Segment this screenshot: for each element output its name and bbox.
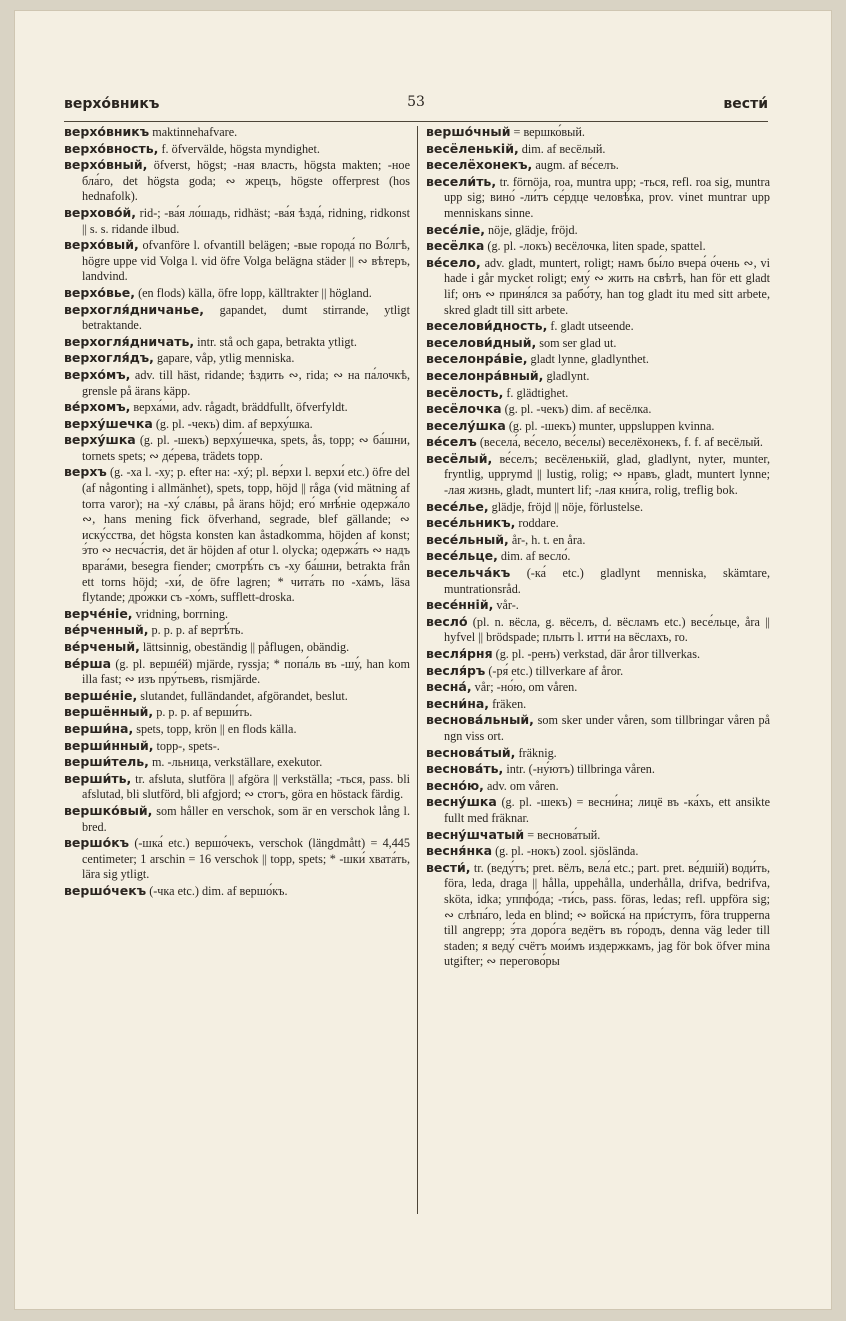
entry-definition: augm. af ве́селъ. — [532, 158, 619, 173]
dictionary-entry — [64, 639, 410, 656]
page-header — [64, 82, 768, 112]
entry-headword: ве́рченный, — [64, 622, 149, 638]
dictionary-entry — [426, 515, 770, 532]
entry-definition: (g. pl. -шекъ) верху́шечка, spets, ås, topp; ∾ ба́шни, tornets spets; ∾ де́рева, trädets topp. — [82, 433, 410, 463]
dictionary-entry — [426, 761, 770, 778]
dictionary-entry — [64, 204, 410, 237]
dictionary-entry — [426, 695, 770, 713]
entry-definition: (-чка etc.) dim. af вершо́къ. — [146, 883, 288, 898]
entry-headword: верху́шка — [64, 432, 136, 448]
dictionary-entry — [426, 777, 770, 795]
entry-headword: веснова́льный, — [426, 712, 534, 728]
dictionary-entry — [64, 237, 410, 285]
entry-headword: весе́льный, — [426, 531, 509, 547]
entry-definition: dim. af весло́. — [497, 549, 571, 564]
dictionary-entry — [426, 794, 770, 826]
entry-definition: f. glädtighet. — [503, 385, 569, 400]
entry-definition: som sker under våren, som tillbringar våren på ngn viss ort. — [444, 713, 770, 743]
entry-definition: dim. af весёлый. — [518, 141, 606, 156]
entry-headword: веселонра́вный, — [426, 367, 544, 383]
entry-headword: весну́шчатый — [426, 826, 525, 842]
dictionary-entry — [426, 254, 770, 318]
entry-definition: (g. pl. -ренъ) verkstad, där åror tillverkas. — [492, 647, 701, 661]
dictionary-entry — [64, 415, 410, 433]
entry-definition: adv. om våren. — [483, 778, 559, 793]
entry-definition: intr. (-ну́ютъ) tillbringa våren. — [503, 762, 655, 777]
entry-definition: vår-. — [493, 598, 519, 613]
dictionary-entry — [64, 366, 410, 399]
dictionary-entry — [64, 140, 410, 158]
entry-definition: fräknig. — [515, 745, 557, 760]
dictionary-entry — [426, 597, 770, 614]
entry-definition: som ser glad ut. — [536, 335, 617, 350]
entry-headword: веселови́дный, — [426, 334, 537, 350]
entry-headword: веснова́ть, — [426, 761, 504, 777]
entry-definition: p. p. p. af верши́ть. — [153, 705, 253, 720]
entry-headword: весну́шка — [426, 794, 497, 810]
dictionary-entry — [426, 843, 770, 860]
dictionary-page — [14, 10, 832, 1310]
dictionary-entry — [426, 498, 770, 516]
entry-definition: (g. pl. вершéй) mjärde, ryssja; * попа́ль въ -шу́, han kom illa fast; ∾ изъ пру́тьевъ, rismjärde. — [82, 656, 410, 687]
entry-definition: (g. pl. -нокъ) zool. sjöslända. — [492, 844, 639, 859]
entry-definition: ве́селъ; весёленькій, glad, gladlynt, nyter, munter, fryntlig, upprymd || lustig, rolig; ∾ нравъ, gladt, muntert lynne; -лая жизнь, gladt, muntert lif; -лая кни́га, rolig, treflig bok. — [444, 451, 770, 498]
entry-headword: верхо́вье, — [64, 284, 136, 300]
entry-headword: верхо́вность, — [64, 140, 159, 156]
dictionary-entry — [64, 432, 410, 464]
entry-definition: (en flods) källa, öfre lopp, källtrakter || högland. — [135, 285, 372, 300]
entry-headword: веселови́дность, — [426, 318, 548, 334]
entry-definition: maktinnehafvare. — [149, 125, 238, 139]
entry-headword: весни́на, — [426, 695, 490, 711]
dictionary-entry — [426, 646, 770, 663]
dictionary-entry — [426, 434, 770, 451]
dictionary-entry — [426, 318, 770, 335]
dictionary-entry — [426, 744, 770, 762]
dictionary-entry — [64, 333, 410, 351]
dictionary-entry — [64, 770, 410, 803]
dictionary-entry — [64, 802, 410, 835]
entry-definition: gladlynt. — [543, 368, 590, 383]
dictionary-entry — [64, 350, 410, 367]
page-number: 53 — [407, 94, 425, 110]
dictionary-entry — [64, 284, 410, 302]
dictionary-entry — [426, 859, 770, 970]
entry-headword: верши́ть, — [64, 770, 132, 786]
entry-definition: m. -льница, verkställare, exekutor. — [148, 755, 323, 770]
dictionary-entry — [426, 401, 770, 418]
entry-headword: верхово́й, — [64, 204, 136, 220]
entry-definition: tr. afsluta, slutföra || afgöra || verkställa; -ться, pass. bli afslutad, bli slutförd, bli afgjord; ∾ стогъ, göra en höstack färdig. — [82, 771, 410, 802]
entry-headword: весло́ — [426, 613, 468, 629]
dictionary-entry — [64, 882, 410, 900]
dictionary-entry — [64, 720, 410, 738]
column-divider — [417, 126, 418, 1214]
entry-definition: (-шка́ etc.) вершо́чекъ, verschok (längdmått) = 4,445 centimeter; 1 arschin = 16 verschok || topp, spets; * -шки́ хвата́ть, lära sig ytligt. — [82, 836, 410, 882]
entry-definition: gapare, våp, ytlig menniska. — [153, 351, 295, 366]
entry-headword: веселу́шка — [426, 417, 506, 433]
entry-headword: ве́рхомъ, — [64, 399, 131, 415]
entry-headword: ве́рченый, — [64, 639, 140, 654]
entry-headword: вершо́къ — [64, 835, 130, 851]
entry-headword: верхо́вникъ — [64, 124, 150, 139]
dictionary-entry — [64, 704, 410, 721]
entry-headword: весельча́къ — [426, 565, 511, 581]
entry-headword: весёлость, — [426, 384, 504, 400]
entry-headword: верше́ніе, — [64, 687, 138, 703]
entry-headword: весля́рня — [426, 646, 493, 661]
entry-headword: весе́льце, — [426, 548, 498, 564]
entry-definition: glädje, fröjd || nöje, förlustelse. — [488, 499, 644, 514]
entry-headword: верхо́вый, — [64, 237, 139, 253]
entry-headword: верхо́вный, — [64, 157, 148, 173]
header-left-guide-word: верхо́вникъ — [64, 96, 160, 112]
entry-definition: (pl. n. вёсла, g. вёселъ, d. вёсламъ etc.) весе́льце, åra || hyfvel || brödspade; плыть l. итти́ на вёслахъ, ro. — [444, 614, 770, 645]
entry-definition: p. p. p. af вертѣ́ть. — [148, 623, 244, 638]
dictionary-entry — [426, 351, 770, 368]
entry-headword: весёлый, — [426, 450, 493, 466]
entry-definition: vridning, borrning. — [132, 606, 229, 621]
entry-definition: intr. stå och gapa, betrakta ytligt. — [194, 334, 357, 349]
dictionary-entry — [64, 157, 410, 205]
dictionary-entry — [64, 301, 410, 334]
entry-headword: ве́селъ — [426, 434, 477, 450]
entry-definition: = вершко́вый. — [510, 125, 585, 139]
entry-headword: верхогля́дничать, — [64, 333, 195, 349]
entry-headword: вершо́чекъ — [64, 882, 147, 898]
dictionary-entry — [64, 464, 410, 605]
entry-definition: (g. pl. -шекъ) munter, uppsluppen kvinna. — [505, 418, 715, 433]
entry-definition: adv. till häst, ridande; ѣздить ∾, rida; ∾ на па́лочкѣ, grensle på ärans käpp. — [82, 367, 410, 398]
entry-headword: верхогля́дъ, — [64, 350, 154, 366]
dictionary-entry — [426, 531, 770, 549]
dictionary-entry — [426, 662, 770, 680]
entry-definition: som håller en verschok, som är en verschok lång l. bred. — [82, 803, 410, 834]
entry-definition: (весела́, ве́село, ве́селы) веселёхонекъ, f. f. af весёлый. — [476, 435, 763, 450]
entry-definition: vår; -но́ю, om våren. — [471, 680, 578, 695]
entry-headword: веселонра́віе, — [426, 351, 528, 367]
dictionary-entry — [426, 157, 770, 174]
entry-headword: веснова́тый, — [426, 744, 516, 760]
dictionary-entry — [64, 399, 410, 416]
entry-definition: roddare. — [515, 516, 559, 531]
entry-headword: весе́ліе, — [426, 221, 485, 237]
left-column — [64, 124, 410, 1216]
entry-definition: slutandet, fulländandet, afgörandet, beslut. — [137, 688, 348, 703]
entry-headword: верши́тель, — [64, 754, 149, 770]
entry-headword: верхъ — [64, 464, 107, 480]
entry-definition: ofvanföre l. ofvantill belägen; -вые города́ по Во́лгѣ, högre uppe vid Volga l. vid öfre Volga belägna städer || ∾ вѣтеръ, landvind. — [82, 238, 410, 284]
entry-headword: верши́на, — [64, 720, 134, 736]
dictionary-entry — [426, 712, 770, 744]
entry-headword: весе́льникъ, — [426, 515, 516, 531]
entry-definition: (g. pl. -чекъ) dim. af весёлка. — [501, 402, 652, 417]
entry-definition: = веснова́тый. — [524, 827, 601, 842]
dictionary-entry — [426, 548, 770, 565]
dictionary-entry — [64, 835, 410, 883]
entry-definition: tr. förnöja, roa, muntra upp; -ться, refl. roa sig, muntra upp sig; вино́ -ли́тъ се́рдце человѣ́ка, prov. vinet muntrar upp menniskans sinne. — [444, 174, 770, 220]
entry-definition: topp-, spets-. — [153, 738, 220, 753]
dictionary-entry — [426, 565, 770, 597]
dictionary-entry — [64, 655, 410, 688]
entry-headword: ве́село, — [426, 254, 481, 270]
entry-definition: år-, h. t. en åra. — [508, 532, 586, 547]
entry-definition: fräken. — [489, 696, 527, 711]
dictionary-entry — [426, 613, 770, 646]
dictionary-entry — [426, 334, 770, 352]
entry-headword: весля́ръ — [426, 662, 486, 678]
entry-headword: верши́нный, — [64, 737, 154, 753]
dictionary-entry — [426, 238, 770, 255]
entry-headword: веселёхонекъ, — [426, 157, 533, 173]
entry-headword: вести́, — [426, 859, 471, 875]
entry-headword: вершко́вый, — [64, 802, 153, 818]
dictionary-entry — [426, 221, 770, 239]
dictionary-entry — [426, 450, 770, 499]
right-column — [426, 124, 770, 1216]
dictionary-entry — [64, 687, 410, 705]
entry-definition: (g. -ха l. -ху; p. efter на: -xý; pl. ве́рхи l. верхи́ etc.) öfre del (af någonting i allmänhet), spets, topp, höjd || råga (vid mätning af torra varor); на -ху́ сла́вы, på ärans höjd; его́ мнѣ́ніе одержа́ло ∾, hans mening fick öfverhand, segrade, blef gällande; ∾ иску́сства, det högsta konsten kan åstadkomma, höjden af konst; э́то ∾ несча́стія, det är höjden af otur l. olycka; одержа́ть ∾ надъ врага́ми, besegra fiender; смотрѣ́ть съ -ху ба́шни, betrakta från ett torns höjd; -хи́, de öfre lagren; * чита́ть по -ха́мъ, läsa flytande; дро́жки съ -хо́мъ, sufflett-droska. — [82, 465, 410, 605]
dictionary-entry — [426, 417, 770, 435]
entry-headword: верхо́мъ, — [64, 366, 131, 382]
entry-headword: весня́нка — [426, 843, 493, 859]
dictionary-entry — [64, 737, 410, 755]
dictionary-entry — [426, 140, 770, 158]
entry-headword: вершённый, — [64, 704, 154, 720]
entry-definition: adv. gladt, muntert, roligt; намъ бы́ло вчера́ о́чень ∾, vi hade i går mycket roligt; ему́ ∾ жить на свѣтѣ, han för ett gladt lif; онъ ∾ приня́лся за рабо́ту, han tog gladt itu med sitt arbete, skred gladt till sitt arbete. — [444, 255, 770, 317]
entry-definition: lättsinnig, obeständig || påflugen, obändig. — [139, 640, 350, 654]
dictionary-entry — [64, 605, 410, 623]
entry-headword: весе́лье, — [426, 498, 489, 514]
entry-headword: верче́ніе, — [64, 605, 133, 621]
entry-definition: spets, topp, krön || en flods källa. — [133, 721, 297, 736]
dictionary-entry — [426, 384, 770, 402]
entry-headword: весёлка — [426, 238, 485, 254]
entry-definition: f. öfvervälde, högsta myndighet. — [158, 141, 320, 156]
dictionary-entry — [426, 124, 770, 141]
entry-definition: öfverst, högst; -ная власть, högsta makten; -ное бла́го, det högsta goda; ∾ жрецъ, högste offerprest (hos hednafolk). — [82, 158, 410, 204]
dictionary-entry — [426, 173, 770, 222]
dictionary-entry — [426, 367, 770, 385]
dictionary-entry — [64, 124, 410, 141]
dictionary-entry — [64, 622, 410, 639]
header-rule — [64, 121, 768, 122]
entry-headword: весёленькій, — [426, 140, 519, 156]
entry-headword: верху́шечка — [64, 415, 153, 431]
entry-definition: (g. pl. -локъ) весёлочка, liten spade, spattel. — [484, 239, 706, 254]
header-right-guide-word: вести́ — [723, 96, 768, 112]
dictionary-entry — [426, 679, 770, 696]
entry-headword: весёлочка — [426, 401, 502, 417]
entry-headword: весно́ю, — [426, 777, 484, 793]
entry-definition: nöje, glädje, fröjd. — [484, 222, 578, 237]
entry-definition: верха́ми, adv. rågadt, bräddfullt, öfverfyldt. — [130, 400, 348, 415]
entry-definition: tr. (веду́тъ; pret. вёлъ, вела́ etc.; part. pret. ве́дшій) води́ть, föra, leda, draga || hålla, uppehålla, underhålla, drifva, bedrifva, sköta, idka; уппфо́да; -ти́сь, pass. föras, ledas; refl. uppföra sig; ∾ слѣпа́го, leda en blind; ∾ войска́ на при́ступъ, föra trupperna till angrepp; э́та доро́га ведётъ въ го́родъ, denna väg leder till staden; я веду́ счётъ мои́мъ издержкамъ, jag för bok öfver mina utgifter; ∾ перегово́ры — [444, 860, 770, 969]
entry-definition: (-ря́ etc.) tillverkare af åror. — [485, 663, 624, 678]
entry-definition: (-ка́ etc.) gladlynt menniska, skämtare, muntrationsråd. — [444, 566, 770, 596]
entry-headword: весна́, — [426, 679, 472, 695]
entry-definition: gladt lynne, gladlynthet. — [527, 352, 649, 367]
entry-definition: (g. pl. -шекъ) = весни́на; лицё въ -ка́хъ, ett ansikte fullt med fräknar. — [444, 795, 770, 825]
entry-headword: верхогля́дничанье, — [64, 301, 204, 317]
dictionary-entry — [426, 826, 770, 844]
entry-definition: gapandet, dumt stirrande, ytligt betraktande. — [82, 302, 410, 333]
entry-definition: f. gladt utseende. — [547, 319, 634, 334]
entry-definition: (g. pl. -чекъ) dim. af верху́шка. — [152, 416, 313, 431]
entry-headword: весели́ть, — [426, 173, 497, 189]
entry-headword: ве́рша — [64, 655, 112, 671]
entry-headword: весе́нній, — [426, 597, 494, 613]
entry-headword: вершо́чный — [426, 124, 511, 139]
entry-definition: rid-; -ва́я ло́шадь, ridhäst; -ва́я ѣзда́, ridning, ridkonst || s. s. ridande ilbud. — [82, 205, 410, 236]
dictionary-entry — [64, 754, 410, 771]
